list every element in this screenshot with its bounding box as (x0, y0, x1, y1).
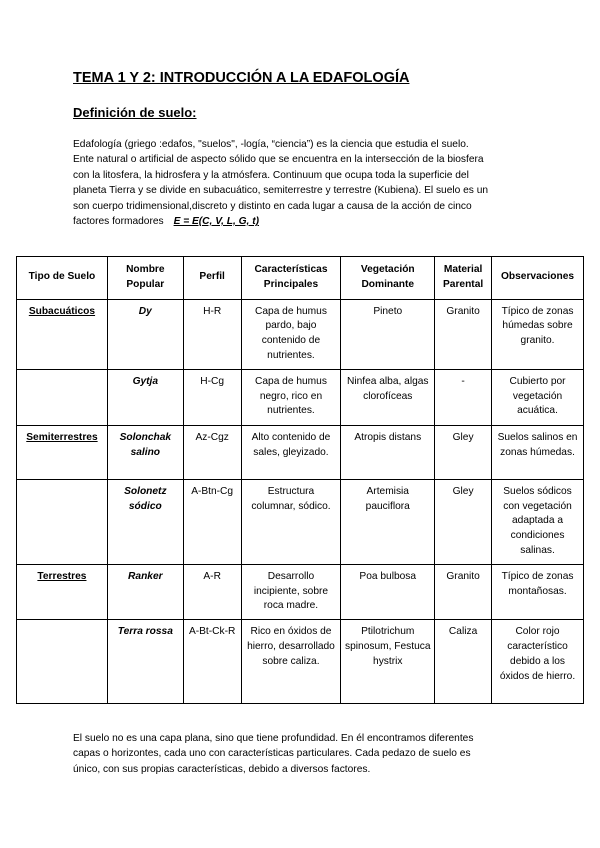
header-characteristics: Características Principales (241, 257, 341, 300)
cell-parent-material: Granito (435, 299, 492, 369)
soil-formula: E = E(C, V, L, G, t) (173, 216, 259, 228)
table-row (17, 564, 584, 619)
cell-observations: Color rojo característico debido a los óxidos de hierro. (492, 620, 584, 704)
table-row (17, 425, 584, 479)
cell-popular-name: Solonetz sódico (107, 479, 183, 564)
cell-characteristics: Rico en óxidos de hierro, desarrollado sobre caliza. (241, 620, 341, 704)
cell-soil-type: Semiterrestres (17, 425, 108, 479)
page-title: TEMA 1 Y 2: INTRODUCCIÓN A LA EDAFOLOGÍA (73, 70, 410, 86)
cell-profile: A-Bt-Ck-R (183, 620, 241, 704)
cell-parent-material: - (435, 369, 492, 425)
header-observations: Observaciones (492, 257, 584, 300)
cell-parent-material: Granito (435, 564, 492, 619)
cell-parent-material: Caliza (435, 620, 492, 704)
intro-paragraph (73, 137, 543, 229)
cell-popular-name: Terra rossa (107, 620, 183, 704)
cell-soil-type (17, 620, 108, 704)
cell-profile: A-Btn-Cg (183, 479, 241, 564)
cell-observations: Típico de zonas montañosas. (492, 564, 584, 619)
cell-observations: Suelos salinos en zonas húmedas. (492, 425, 584, 479)
cell-vegetation: Pineto (341, 299, 435, 369)
cell-popular-name: Solonchak salino (107, 425, 183, 479)
table-row (17, 479, 584, 564)
table-row (17, 620, 584, 704)
cell-vegetation: Artemisia pauciflora (341, 479, 435, 564)
cell-characteristics: Alto contenido de sales, gleyizado. (241, 425, 341, 479)
cell-observations: Suelos sódicos con vegetación adaptada a condiciones salinas. (492, 479, 584, 564)
intro-line: con la litosfera, la hidrosfera y la atmósfera. Continuum que ocupa toda la superficie del (73, 169, 469, 181)
header-profile: Perfil (183, 257, 241, 300)
cell-profile: Az-Cgz (183, 425, 241, 479)
cell-parent-material: Gley (435, 479, 492, 564)
header-vegetation: Vegetación Dominante (341, 257, 435, 300)
header-soil-type: Tipo de Suelo (17, 257, 108, 300)
closing-line: capas o horizontes, cada uno con características particulares. Cada pedazo de suelo es (73, 748, 471, 760)
cell-observations: Cubierto por vegetación acuática. (492, 369, 584, 425)
cell-soil-type: Terrestres (17, 564, 108, 619)
table-row (17, 369, 584, 425)
cell-characteristics: Capa de humus pardo, bajo contenido de nutrientes. (241, 299, 341, 369)
cell-characteristics: Desarrollo incipiente, sobre roca madre. (241, 564, 341, 619)
header-parent-material: Material Parental (435, 257, 492, 300)
cell-profile: H-Cg (183, 369, 241, 425)
intro-last-line (73, 214, 543, 229)
cell-profile: H-R (183, 299, 241, 369)
cell-vegetation: Ptilotrichum spinosum, Festuca hystrix (341, 620, 435, 704)
cell-popular-name: Ranker (107, 564, 183, 619)
cell-soil-type (17, 479, 108, 564)
cell-popular-name: Gytja (107, 369, 183, 425)
cell-vegetation: Poa bulbosa (341, 564, 435, 619)
cell-profile: A-R (183, 564, 241, 619)
cell-parent-material: Gley (435, 425, 492, 479)
cell-characteristics: Capa de humus negro, rico en nutrientes. (241, 369, 341, 425)
intro-line: Edafología (griego :edafos, "suelos", -logía, “ciencia”) es la ciencia que estudia el suelo. (73, 139, 469, 150)
header-popular-name: Nombre Popular (107, 257, 183, 300)
cell-soil-type (17, 369, 108, 425)
section-heading: Definición de suelo: (73, 105, 197, 120)
soil-types-table (16, 256, 584, 704)
cell-soil-type: Subacuáticos (17, 299, 108, 369)
cell-vegetation: Atropis distans (341, 425, 435, 479)
table-row (17, 299, 584, 369)
intro-line: Ente natural o artificial de aspecto sólido que se encuentra en la intersección de la biosfera (73, 154, 484, 166)
intro-line: son cuerpo tridimensional,discreto y distinto en cada lugar a causa de la acción de cinco (73, 200, 472, 212)
table-header-row (17, 257, 584, 300)
closing-line: El suelo no es una capa plana, sino que tiene profundidad. En él encontramos diferentes (73, 733, 474, 744)
cell-observations: Típico de zonas húmedas sobre granito. (492, 299, 584, 369)
closing-line: único, con sus propias características, debido a diversos factores. (73, 763, 371, 775)
intro-line: planeta Tierra y se divide en subacuático, semiterrestre y terrestre (Kubiena). El suelo es un (73, 185, 489, 197)
cell-vegetation: Ninfea alba, algas clorofíceas (341, 369, 435, 425)
intro-last-line-text: factores formadores (73, 216, 164, 228)
cell-popular-name: Dy (107, 299, 183, 369)
cell-characteristics: Estructura columnar, sódico. (241, 479, 341, 564)
closing-paragraph (73, 731, 543, 777)
